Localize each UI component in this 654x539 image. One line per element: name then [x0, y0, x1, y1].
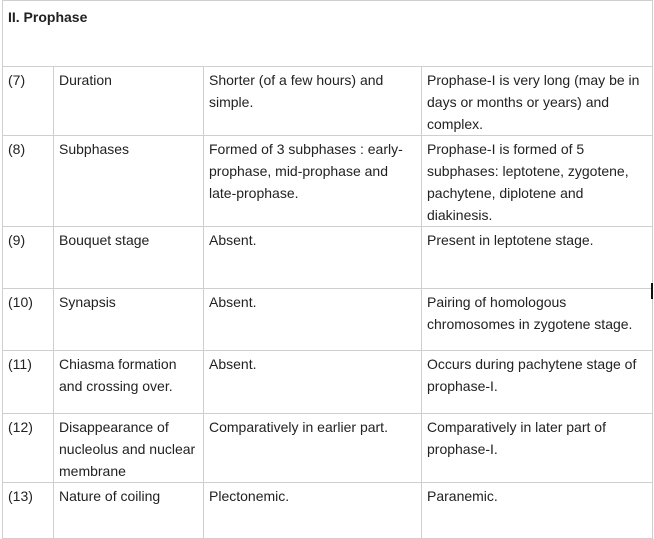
mitosis-cell: Absent.: [204, 289, 422, 351]
feature-cell: Nature of coiling: [54, 483, 204, 539]
comparison-table: [2, 0, 653, 539]
meiosis-cell: Pairing of homologous chromosomes in zygotene stage.: [422, 289, 653, 351]
table-row: [3, 289, 653, 351]
mitosis-cell: Absent.: [204, 227, 422, 289]
table-row: [3, 351, 653, 414]
row-number: (10): [3, 289, 54, 351]
row-number: (9): [3, 227, 54, 289]
meiosis-cell: Present in leptotene stage.: [422, 227, 653, 289]
section-header-row: [3, 1, 653, 67]
mitosis-cell: Comparatively in earlier part.: [204, 414, 422, 483]
text-cursor-mark: [651, 283, 653, 299]
row-number: (11): [3, 351, 54, 414]
mitosis-cell: Shorter (of a few hours) and simple.: [204, 67, 422, 136]
row-number: (12): [3, 414, 54, 483]
table-row: [3, 67, 653, 136]
mitosis-cell: Plectonemic.: [204, 483, 422, 539]
mitosis-cell: Formed of 3 subphases : early-prophase, mid-prophase and late-prophase.: [204, 136, 422, 227]
row-number: (13): [3, 483, 54, 539]
row-number: (8): [3, 136, 54, 227]
meiosis-cell: Paranemic.: [422, 483, 653, 539]
table-row: [3, 414, 653, 483]
feature-cell: Duration: [54, 67, 204, 136]
feature-cell: Bouquet stage: [54, 227, 204, 289]
row-number: (7): [3, 67, 54, 136]
meiosis-cell: Comparatively in later part of prophase-I.: [422, 414, 653, 483]
mitosis-cell: Absent.: [204, 351, 422, 414]
meiosis-cell: Occurs during pachytene stage of prophase-I.: [422, 351, 653, 414]
feature-cell: Chiasma formation and crossing over.: [54, 351, 204, 414]
feature-cell: Disappearance of nucleolus and nuclear membrane: [54, 414, 204, 483]
table-row: [3, 227, 653, 289]
table-row: [3, 136, 653, 227]
meiosis-cell: Prophase-I is very long (may be in days or months or years) and complex.: [422, 67, 653, 136]
section-title: II. Prophase: [3, 1, 653, 67]
table-row: [3, 483, 653, 539]
feature-cell: Subphases: [54, 136, 204, 227]
feature-cell: Synapsis: [54, 289, 204, 351]
meiosis-cell: Prophase-I is formed of 5 subphases: leptotene, zygotene, pachytene, diplotene and diakinesis.: [422, 136, 653, 227]
